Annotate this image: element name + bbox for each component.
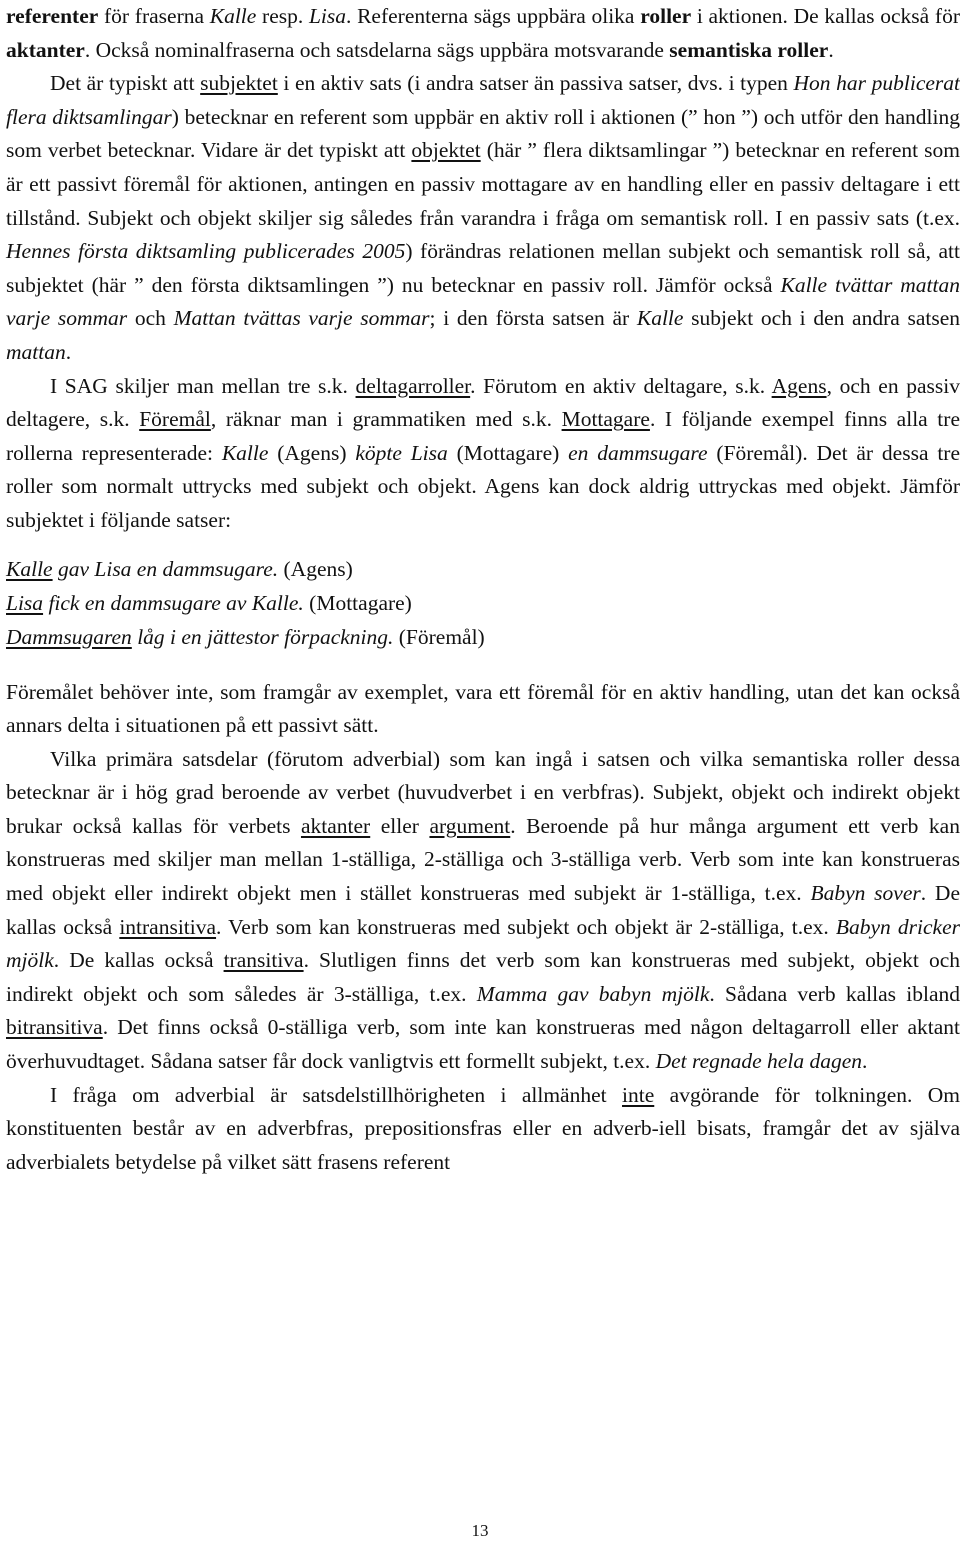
italic-example: mattan: [6, 339, 66, 364]
bold-term: referenter: [6, 4, 99, 28]
italic-example: Mattan tvättas varje sommar: [173, 306, 430, 331]
italic-example: gav Lisa en dammsugare.: [52, 556, 279, 581]
italic-example: Mamma gav babyn mjölk: [476, 981, 710, 1006]
italic-example: Babyn sover: [810, 881, 921, 906]
bold-term: roller: [640, 4, 692, 28]
underlined-term: argument: [429, 813, 511, 838]
italic-example: Kalle: [221, 440, 269, 465]
page-number: 13: [471, 1521, 489, 1540]
italic-example: Babyn dricker mjölk: [6, 914, 960, 973]
italic-example: låg i en jättestor förpackning.: [131, 624, 394, 649]
paragraph-adverbials: I fråga om adverbial är satsdelstillhörigheten i allmänhet inte avgörande för tolkningen. Om konstituenten består av en adverbfras, prepositionsfras eller en adverb-iell bisats, framgår det av själva adverbialets betydelse på vilket sätt frasens referent: [6, 1082, 960, 1174]
underlined-term: subjektet: [200, 71, 278, 96]
italic-example: Det regnade hela dagen: [655, 1049, 862, 1074]
italic-example: köpte Lisa: [355, 440, 448, 465]
example-sentence-foremal: Dammsugaren låg i en jättestor förpackning. (Föremål): [6, 624, 485, 649]
example-sentence-agens: Kalle gav Lisa en dammsugare. (Agens): [6, 556, 353, 581]
paragraph-foremal-note: Föremålet behöver inte, som framgår av exemplet, vara ett föremål för en aktiv handling, utan det kan också annars delta i situationen på ett passivt sätt.: [6, 679, 960, 738]
example-sentence-mottagare: Lisa fick en dammsugare av Kalle. (Mottagare): [6, 590, 412, 615]
italic-example: en dammsugare: [568, 440, 708, 465]
underlined-term: Agens: [771, 373, 827, 398]
paragraph-referents: referenter för fraserna Kalle resp. Lisa. Referenterna sägs uppbära olika roller i aktionen. De kallas också för aktanter. Också nominalfraserna och satsdelarna sägs uppbära motsvarande semantiska roller.: [6, 4, 960, 62]
underlined-term: Dammsugaren: [6, 624, 132, 649]
italic-example: Lisa: [308, 4, 346, 28]
underlined-term: Föremål: [139, 407, 211, 432]
paragraph-verb-valency: Vilka primära satsdelar (förutom adverbial) som kan ingå i satsen och vilka semantiska roller dessa betecknar är i hög grad beroende av verbet (huvudverbet i en verbfras). Subjekt, objekt och indirekt objekt brukar också kallas för verbets aktanter eller argument. Beroende på hur många argument ett verb kan konstrueras med skiljer man mellan 1-ställiga, 2-ställiga och 3-ställiga verb. Verb som inte kan konstrueras med objekt eller indirekt objekt men i stället konstrueras med subjekt är 1-ställiga, t.ex. Babyn sover. De kallas också intransitiva. Verb som kan konstrueras med subjekt och objekt är 2-ställiga, t.ex. Babyn dricker mjölk. De kallas också transitiva. Slutligen finns det verb som kan konstrueras med subjekt, objekt och indirekt objekt och som således är 3-ställiga, t.ex. Mamma gav babyn mjölk. Sådana verb kallas ibland bitransitiva. Det finns också 0-ställiga verb, som inte kan konstrueras med någon deltagarroll eller aktant överhuvudtaget. Sådana satser får dock vanligtvis ett formellt subjekt, t.ex. Det regnade hela dagen.: [6, 746, 960, 1074]
paragraph-participant-roles: I SAG skiljer man mellan tre s.k. deltagarroller. Förutom en aktiv deltagare, s.k. Agens, och en passiv deltagere, s.k. Föremål, räknar man i grammatiken med s.k. Mottagare. I följande exempel finns alla tre rollerna representerade: Kalle (Agens) köpte Lisa (Mottagare) en dammsugare (Föremål). Det är dessa tre roller som normalt uttrycks med subjekt och objekt. Agens kan dock aldrig uttryckas med objekt. Jämför subjektet i följande satser:: [6, 373, 960, 532]
underlined-term: inte: [622, 1082, 655, 1107]
italic-example: Hon har publicerat flera diktsamlingar: [6, 71, 960, 129]
italic-example: Kalle tvättar mattan varje sommar: [6, 272, 960, 331]
underlined-term: intransitiva: [119, 914, 217, 939]
underlined-term: bitransitiva: [6, 1015, 103, 1040]
italic-example: Kalle: [636, 306, 684, 331]
underlined-term: aktanter: [300, 813, 371, 838]
underlined-term: Kalle: [6, 556, 53, 581]
paragraph-subject-object: Det är typiskt att subjektet i en aktiv sats (i andra satser än passiva satser, dvs. i typen Hon har publicerat flera diktsamlingar) betecknar en referent som uppbär en aktiv roll i aktionen (” hon ”) och utför den handling som verbet betecknar. Vidare är det typiskt att objektet (här ” flera diktsamlingar ”) betecknar en referent som är ett passivt föremål för aktionen, antingen en passiv mottagare av en handling eller en passiv deltagare i ett tillstånd. Subjekt och objekt skiljer sig således från varandra i fråga om semantisk roll. I en passiv sats (t.ex. Hennes första diktsamling publicerades 2005) förändras relationen mellan subjekt och semantisk roll så, att subjektet (här ” den första diktsamlingen ”) nu betecknar en passiv roll. Jämför också Kalle tvättar mattan varje sommar och Mattan tvättas varje sommar; i den första satsen är Kalle subjekt och i den andra satsen mattan.: [6, 71, 960, 364]
italic-example: Kalle: [209, 4, 257, 28]
underlined-term: Lisa: [6, 590, 44, 615]
underlined-term: Mottagare: [561, 407, 650, 432]
example-sentences: [6, 552, 960, 654]
underlined-term: objektet: [411, 138, 481, 163]
bold-term: semantiska roller: [669, 37, 829, 62]
bold-term: aktanter: [6, 37, 85, 62]
document-page: [6, 0, 960, 1179]
underlined-term: transitiva: [223, 948, 304, 973]
italic-example: Hennes första diktsamling publicerades 2005: [6, 239, 406, 264]
italic-example: fick en dammsugare av Kalle.: [43, 590, 304, 615]
underlined-term: deltagarroller: [355, 373, 471, 398]
